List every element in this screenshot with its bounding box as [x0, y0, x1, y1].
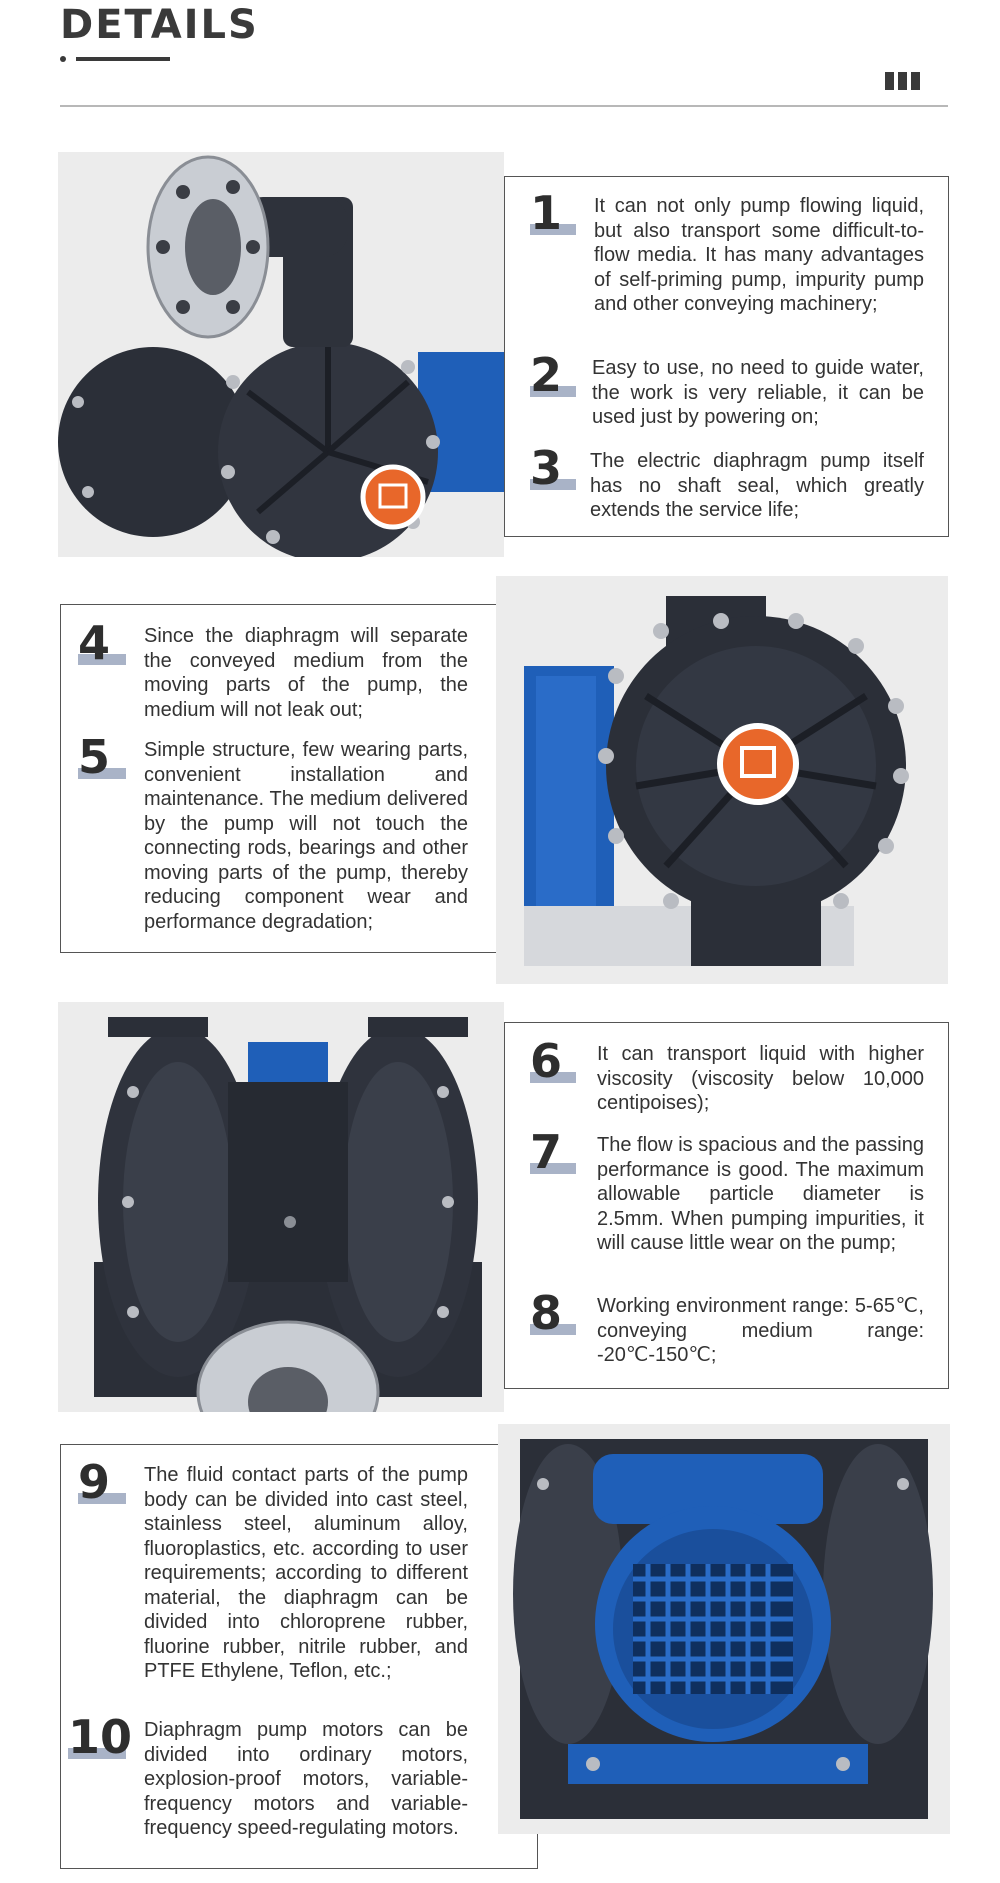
feature-text: Since the diaphragm will separate the conveyed medium from the moving parts of the pump, the medium will not leak out;: [144, 625, 468, 721]
feature-item-7: [530, 1125, 930, 1263]
feature-item-5: [78, 730, 478, 938]
feature-text: It can transport liquid with higher viscosity (viscosity below 10,000 centipoises);: [597, 1043, 924, 1114]
feature-number: 7: [530, 1125, 563, 1179]
feature-number: 8: [530, 1286, 563, 1340]
feature-number: 1: [530, 186, 563, 240]
feature-number: 4: [78, 616, 111, 670]
feature-item-9: [78, 1455, 498, 1703]
feature-number: 6: [530, 1034, 563, 1088]
pump-photo-diaphragm-side: [496, 576, 948, 984]
page-title: DETAILS: [60, 2, 259, 48]
title-underline: [76, 57, 170, 61]
feature-item-10: [68, 1710, 498, 1848]
feature-item-6: [530, 1034, 930, 1122]
pump-photo-top-outlet: [58, 152, 504, 557]
pump-photo-front-view: [58, 1002, 504, 1412]
feature-text: The flow is spacious and the passing performance is good. The maximum allowable particle diameter is 2.5mm. When pumping impurities, it will cause little wear on the pump;: [597, 1134, 924, 1254]
title-underline-dot: [60, 56, 66, 62]
feature-text: The fluid contact parts of the pump body can be divided into cast steel, stainless steel, aluminum alloy, fluoroplastics, etc. according to user requirements; according to different material, the diaphragm can be divided into chloroprene rubber, fluorine rubber, nitrile rubber, and PTFE Ethylene, Teflon, etc.;: [144, 1464, 468, 1682]
feature-number: 2: [530, 348, 563, 402]
feature-item-8: [530, 1286, 930, 1374]
bars-icon: [885, 72, 923, 90]
feature-number: 9: [78, 1455, 111, 1509]
feature-number: 5: [78, 730, 111, 784]
pump-photo-motor-view: [498, 1424, 950, 1834]
feature-number: 10: [68, 1710, 133, 1764]
header-divider: [60, 105, 948, 107]
feature-item-1: [530, 186, 930, 344]
feature-item-4: [78, 616, 478, 724]
feature-text: Easy to use, no need to guide water, the work is very reliable, it can be used just by powering on;: [592, 357, 924, 428]
feature-text: Working environment range: 5-65℃, conveying medium range: -20℃-150℃;: [597, 1295, 924, 1366]
feature-item-3: [530, 441, 930, 529]
feature-item-2: [530, 348, 930, 436]
feature-text: Simple structure, few wearing parts, convenient installation and maintenance. The medium delivered by the pump will not touch the connecting rods, bearings and other moving parts of the pump, thereby reducing component wear and performance degradation;: [144, 739, 468, 933]
feature-number: 3: [530, 441, 563, 495]
feature-text: It can not only pump flowing liquid, but also transport some difficult-to-flow media. It has many advantages of self-priming pump, impurity pump and other conveying machinery;: [594, 195, 924, 315]
feature-text: The electric diaphragm pump itself has no shaft seal, which greatly extends the service life;: [590, 450, 924, 521]
feature-text: Diaphragm pump motors can be divided into ordinary motors, explosion-proof motors, variable-frequency motors and variable-frequency speed-regulating motors.: [144, 1719, 468, 1839]
